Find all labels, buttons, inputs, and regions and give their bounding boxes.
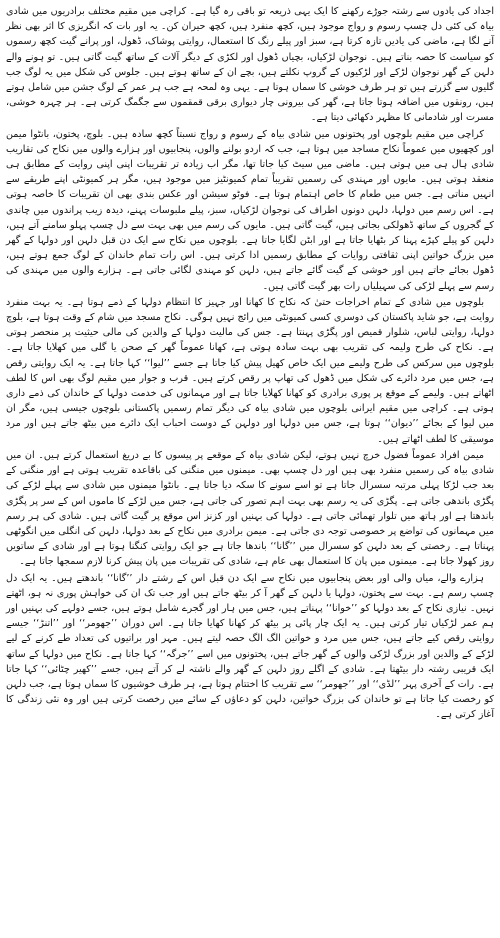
article-paragraph-4: میمن افراد عموماً فضول خرچ نہیں ہوتے، لیکن شادی بیاہ کے موقعے پر پیسوں کا بے دریغ استعمال کرتے ہیں۔ ان میں شادی بیاہ کی رسمیں منفرد بھی ہیں اور دل چسپ بھی۔ میمنوں میں منگنی کی باقاعدہ تقریب ہوتی ہے اور منگنی کے بعد جب لڑکا پہلی مرتبہ سسرال جاتا ہے تو اسے سونے کا سکہ دیا جاتا ہے۔ بانٹوا میمنوں میں شادی سے پہلے لڑکے کی پگڑی باندھی جاتی ہے۔ پگڑی کی یہ رسم بھی بہت اہم تصور کی جاتی ہے، جس میں لڑکے کا ماموں اس کے سر پر پگڑی باندھتا ہے اور ہاتھ میں تلوار تھمائی جاتی ہے۔ دولہا کی بہنیں اور کزنز اس موقع پر گیت گاتی ہیں۔ شادی کی ہر رسم میں مہمانوں کی تواضع پر خصوصی توجہ دی جاتی ہے۔ میمن برادری میں نکاح کے بعد دولہا، دلہن کی انگلی میں انگوٹھی پہناتا ہے۔ رخصتی کے بعد دلہن کو سسرال میں ’’گانا‘‘ باندھا جاتا ہے جو ایک روایتی کنگنا ہوتا ہے اور شادی کے ساتویں روز کھولا جاتا ہے۔ میمنوں میں پان کا استعمال بھی عام ہے، شادی کی تقریبات میں پان پیش کرنا لازم سمجھا جاتا ہے۔ — [6, 449, 494, 568]
article-paragraph-5: ہزارے والے، میاں والی اور بعض پنجابیوں میں نکاح سے ایک دن قبل اس کے رشتے دار ’’گانا‘‘ باندھتے ہیں۔ یہ ایک دل چسپ رسم ہے۔ بہت سے پختون، دولہا یا دلہن کے گھر آ کر بیٹھ جاتے ہیں اور جب تک ان کی خواہش پوری نہ ہو، اٹھتے نہیں۔ نیازی نکاح کے بعد دولہا کو ’’خوانا‘‘ پہناتے ہیں، جس میں ہار اور گجرے شامل ہوتے ہیں، جسے دولہے کی بہنیں اور ہم عمر لڑکیاں تیار کرتی ہیں۔ یہ ایک چار پائی پر بیٹھ کر کھانا کھایا جاتا ہے۔ اس دوران ’’جھومر‘‘ اور ’’اتنڑ‘‘ جیسے روایتی رقص کیے جاتے ہیں، جس میں مرد و خواتین الگ الگ حصہ لیتے ہیں۔ مہر اور براتیوں کی تعداد طے کرنے کے لیے لڑکے کے والدین اور بزرگ لڑکی والوں کے گھر جاتے ہیں، پختونوں میں اسے ’’جرگہ‘‘ کہا جاتا ہے۔ نکاح میں دولہا کے ساتھ ایک قریبی رشتہ دار بیٹھتا ہے۔ شادی کے اگلے روز دلہن کے گھر والے ناشتہ لے کر آتے ہیں، جسے ’’کھیر چٹائی‘‘ کہا جاتا ہے۔ رات کے آخری پہر ’’لڈی‘‘ اور ’’جھومر‘‘ سے تقریب کا اختتام ہوتا ہے، ہر طرف خوشیوں کا سماں ہوتا ہے، جب دلہن کو رخصت کیا جاتا ہے تو خاندان کی بزرگ خواتین، دلہن کو دعاؤں کے سائے میں رخصت کرتی ہیں اور وہ نئی زندگی کا آغاز کرتی ہے۔ — [6, 572, 494, 721]
article-paragraph-1: اجداد کی یادوں سے رشتہ جوڑے رکھنے کا ایک یہی ذریعہ تو باقی رہ گیا ہے۔ کراچی میں مقیم مختلف برادریوں میں شادی بیاہ کی کئی دل چسپ رسوم و رواج موجود ہیں، کچھ منفرد ہیں، کچھ حیران کن۔ یہ اور بات کہ انگریزی کا اثر بھی نظر آنے لگا ہے، ماضی کی یادیں تازہ کرتا ہے، سبز اور پیلے رنگ کا استعمال، روایتی پوشاک، ڈھول، اور پرانے گیت کچھ رسموں کو سیاست کا حصہ بناتے ہیں۔ نوجوان لڑکیاں، بچیاں ڈھول اور لکڑی کے دیگر آلات کے ساتھ گیت گاتی ہیں۔ تو ہونے والے دلہن کے گھر نوجوان لڑکے اور لڑکیوں کے گروپ نکلتے ہیں، بچے ان کے ساتھ ہوتے ہیں۔ جلوس کی شکل میں یہ لوگ جب گلیوں سے گزرتے ہیں تو ہر طرف خوشی کا سماں ہوتا ہے۔ یہی وہ لمحہ ہے جب ہر عمر کے لوگ جشن میں شامل ہوتے ہیں، رونقوں میں اضافہ ہوتا جاتا ہے، گھر کی بیرونی چار دیواری برقی قمقموں سے جگمگ کرتی ہے۔ ہر چہرہ خوشی، مسرت اور شادمانی کا مظہر دکھائی دیتا ہے۔ — [6, 6, 494, 124]
article-paragraph-2: کراچی میں مقیم بلوچوں اور پختونوں میں شادی بیاہ کے رسوم و رواج نسبتاً کچھ سادہ ہیں۔ بلوچ، پختون، بانٹوا میمن اور کچھیوں میں عموماً نکاح مساجد میں ہوتا ہے، جب کہ اردو بولنے والوں، پنجابیوں اور ہزارے والوں میں نکاح کی تقاریب شادی ہال ہی میں ہوتی ہیں۔ ماضی میں سیٹ کیا جاتا تھا، مگر اب زیادہ تر تقریبات اپنی اپنی روایت کے مطابق ہی منعقد ہوتی ہیں۔ مایوں اور مہندی کی رسمیں تقریباً تمام کمیونٹیز میں موجود ہیں، مگر ہر کمیونٹی اپنے طریقے سے انہیں مناتی ہے۔ جس میں طعام کا خاص اہتمام ہوتا ہے۔ فوٹو سیشن اور عکس بندی بھی ان تقریبات کا خاصہ ہوتی ہے۔ اس رسم میں دولہا، دلہن دونوں اطراف کی نوجوان لڑکیاں، سبز، پیلے ملبوسات پہنے، دیدہ زیب پراندوں میں چاندی کے گجروں کے ساتھ ڈھولکی بجاتی ہیں، گیت گاتی ہیں۔ مایوں کی رسم میں بھی بہت سے دل چسپ پہلو سامنے آتے ہیں، دلہن کو پیلے کپڑے پہنا کر بٹھایا جاتا ہے اور ابٹن لگایا جاتا ہے۔ بلوچوں میں نکاح سے ایک دن قبل دلہن اور دولہا کے گھر میں بزرگ خواتین اپنی ثقافتی روایات کے مطابق رسمیں ادا کرتی ہیں۔ اس رات تمام خاندان کے لوگ جمع ہوتے ہیں، ڈھول بجائے جاتے ہیں اور خوشی کے گیت گائے جاتے ہیں، دلہن کو مہندی لگائی جاتی ہے۔ ہزارے والوں میں مہندی کی رسم سے پہلے لڑکی کی سہیلیاں رات بھر گیت گاتی ہیں۔ — [6, 128, 494, 292]
article-paragraph-3: بلوچوں میں شادی کے تمام اخراجات حتیٰ کہ نکاح کا کھانا اور جہیز کا انتظام دولہا کے ذمے ہوتا ہے۔ یہ بہت منفرد روایت ہے، جو شاید پاکستان کی دوسری کسی کمیونٹی میں رائج نہیں ہوگی۔ نکاح مسجد میں شام کے وقت ہوتا ہے، بلوچ دولہا، روایتی لباس، شلوار قمیص اور پگڑی پہنتا ہے۔ جس کی مالیت دولہا کے والدین کی مالی حیثیت پر منحصر ہوتی ہے۔ نکاح کی طرح ولیمہ کی تقریب بھی بہت سادہ ہوتی ہے، کھانا عموماً گھر کے صحن یا گلی میں کھلایا جاتا ہے۔ بلوچوں میں سرکس کی طرح ولیمے میں ایک خاص کھیل پیش کیا جاتا ہے جسے ’’لیوا‘‘ کہا جاتا ہے۔ یہ ایک روایتی رقص ہے، جس میں مرد دائرے کی شکل میں ڈھول کی تھاپ پر رقص کرتے ہیں۔ قرب و جوار میں مقیم لوگ بھی اس کا لطف اٹھاتے ہیں۔ ولیمے کے موقع پر پوری برادری کو کھانا کھلایا جاتا ہے اور مہمانوں کی خدمت دولہا کے خاندان کی ذمے داری ہوتی ہے۔ کراچی میں مقیم ایرانی بلوچوں میں شادی بیاہ کی دیگر تمام رسمیں پاکستانی بلوچوں جیسی ہیں، مگر ان میں لیوا کے بجائے ’’دیوان‘‘ ہوتا ہے، جس میں دولہا اور دولہن کے دوست احباب ایک دائرے میں بیٹھ جاتے ہیں اور مرد موسیقی کا لطف اٹھاتے ہیں۔ — [6, 296, 494, 445]
